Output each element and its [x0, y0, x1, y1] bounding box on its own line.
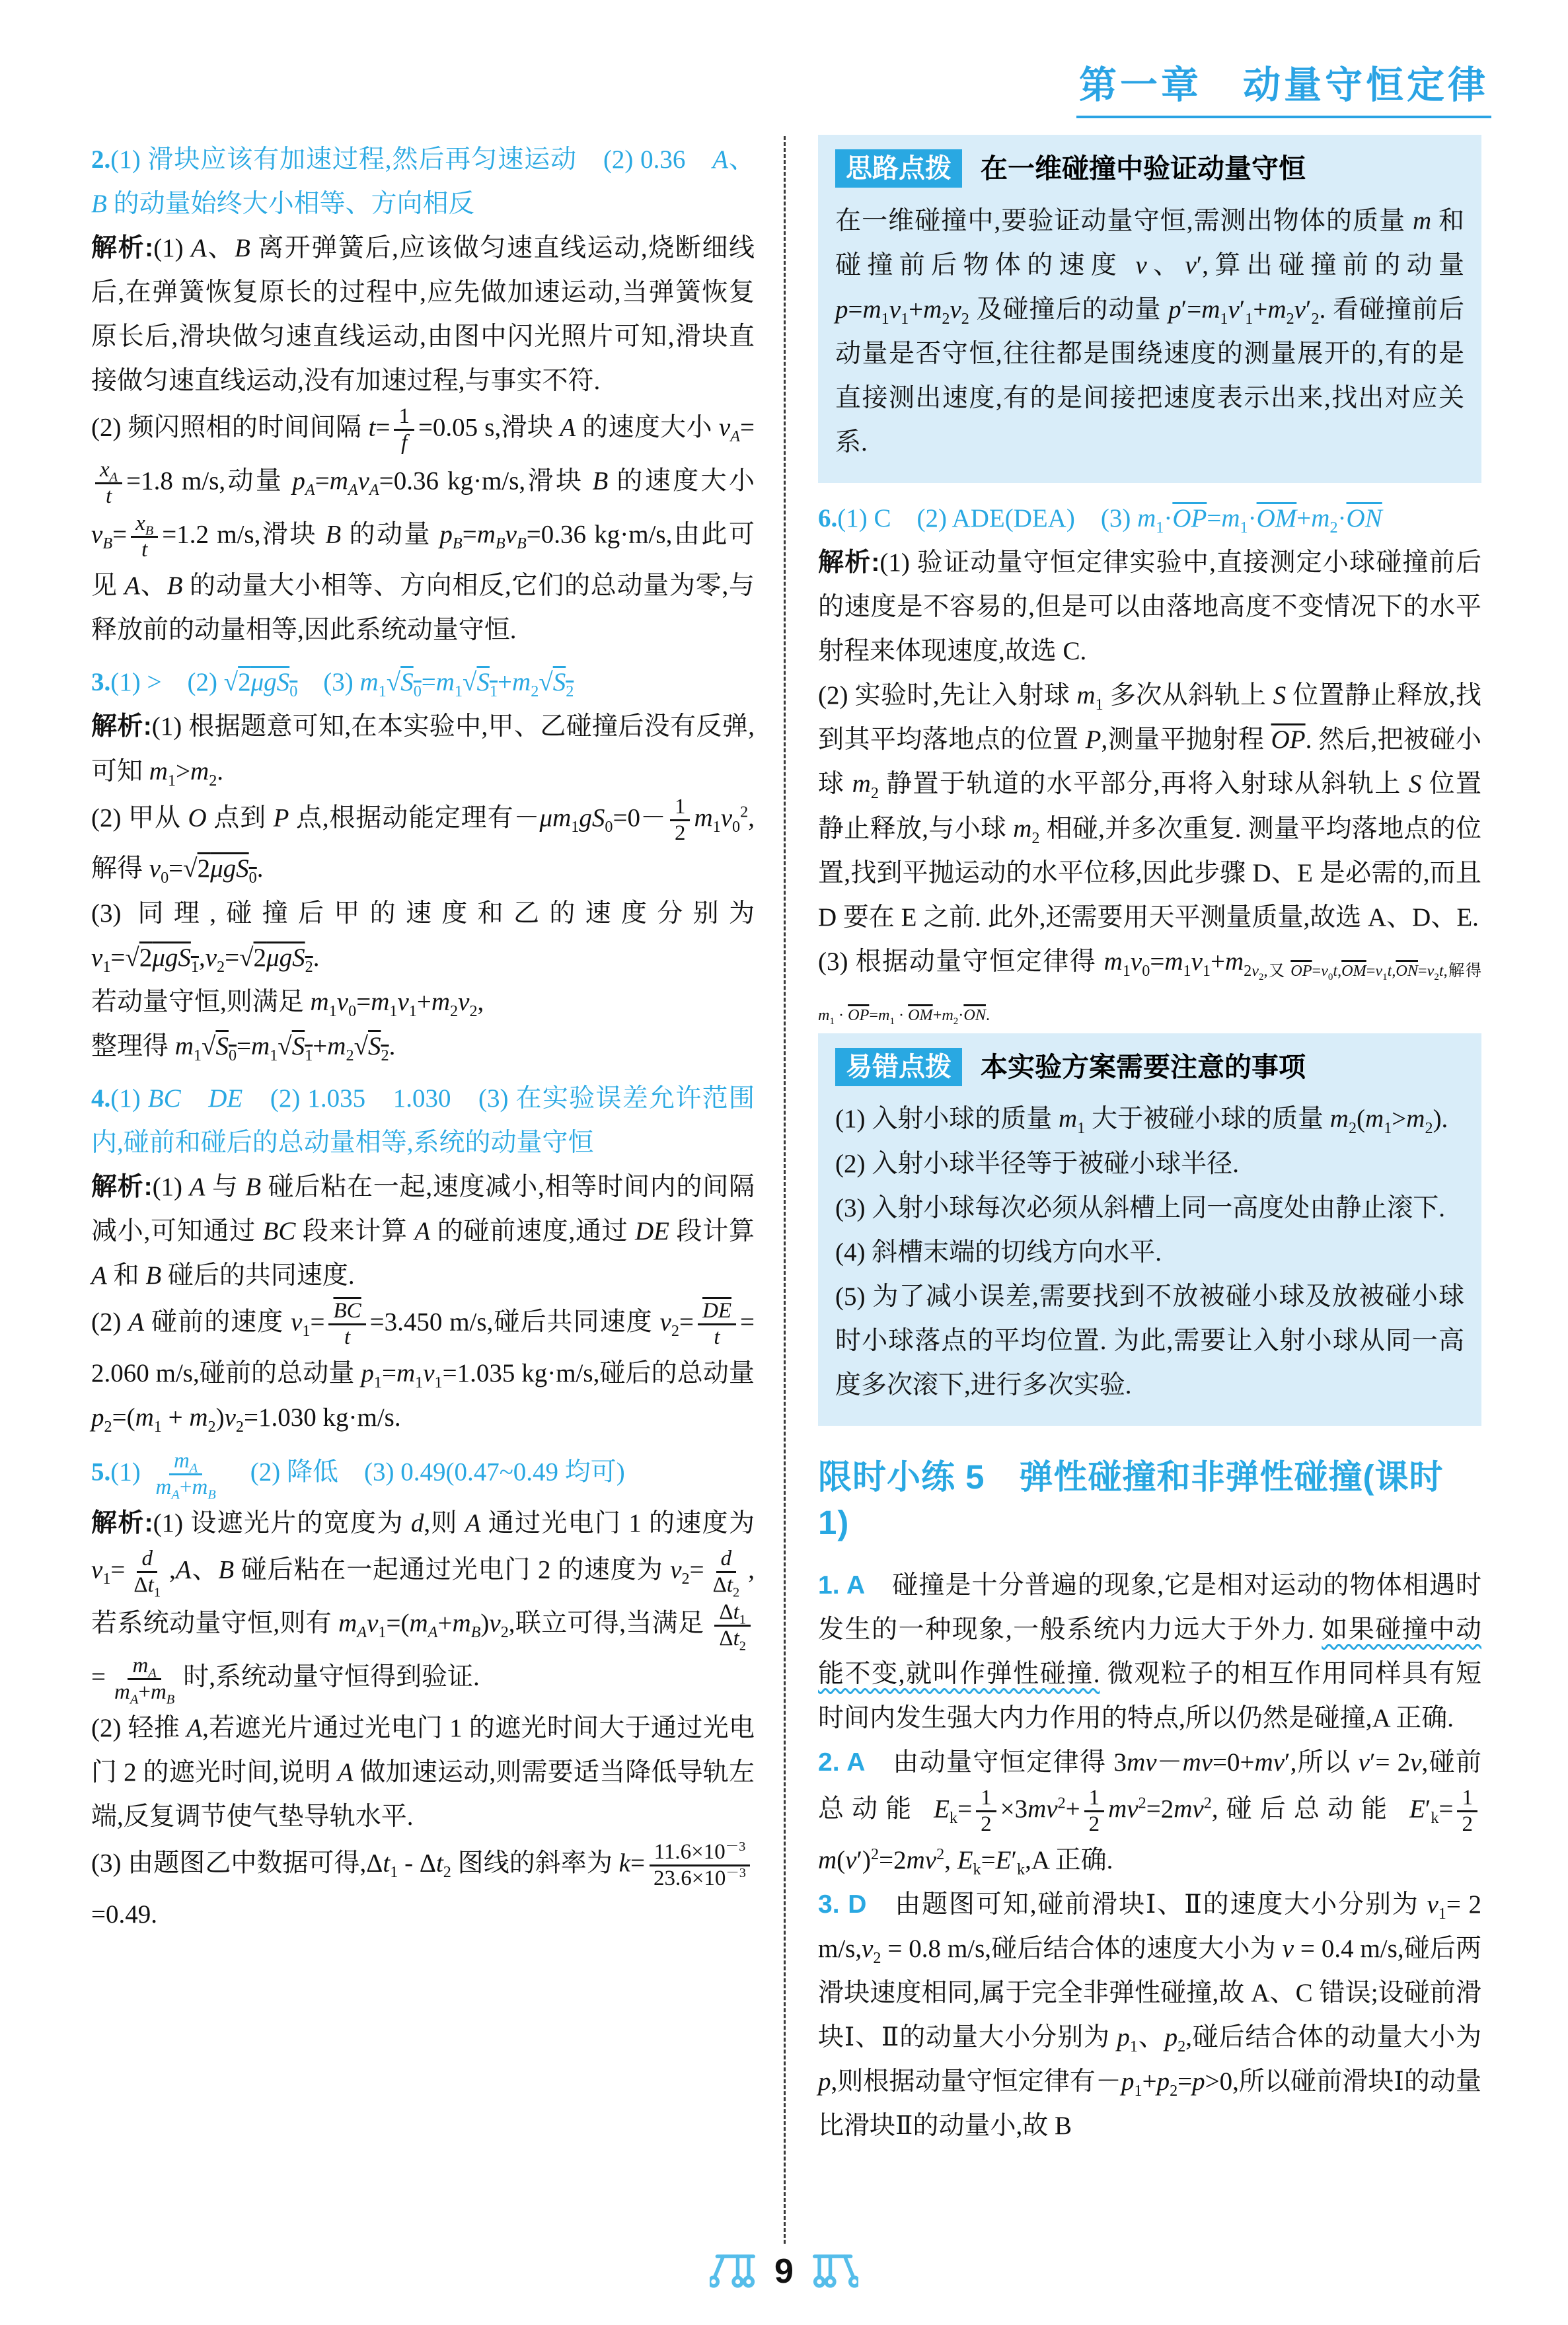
analysis-5-1: 解析:(1) 设遮光片的宽度为 d,则 A 通过光电门 1 的速度为 $v_1=$ $\frac{d}{\Delta t_1}$ ,A、B 碰后粘在一起通过光电门 2 的速度为 $v_2=$ $\frac{d}{\Delta t_2}$ ,若系统动量守恒,则有 $m_Av_1=(m_A+m_B)v_2$,联立可得,当满足 $\frac{\Delta t_1}{\Delta t_2}$ = $\frac{m_A}{m_A+m_B}$ 时,系统动量守恒得到验证. — [91, 1509, 755, 1707]
analysis-2-2: (2) 频闪照相的时间间隔 t= $\frac{1}{f}$ =0.05 s,滑块 A 的速度大小 $v_A=$ $\frac{x_A}{t}$ =1.8 m/s,动量 $p_A=m_Av_A=0.36$ kg·m/s,滑块 B 的速度大小 $v_B=$ $\frac{x_B}{t}$ =1.2 m/s,滑块 B 的动量 $p_B=m_Bv_B=0.36$ kg·m/s,由此可见 A、B 的动量大小相等、方向相反,它们的总动量为零,与释放前的动量相等,因此系统动量守恒. — [91, 404, 755, 645]
tip-box-label: 思路点拨 — [835, 149, 962, 188]
error-box-item-5: (5) 为了减小误差,需要找到不放被碰小球及放被碰小球时小球落点的平均位置. 为此,需要让入射小球从同一高度多次滚下,进行多次实验. — [835, 1282, 1464, 1399]
analysis-3-1: 解析:(1) 根据题意可知,在本实验中,甲、乙碰撞后没有反弹,可知 $m_1>m_2$. — [91, 712, 755, 790]
answer-2: 2.(1) 滑块应该有加速过程,然后再匀速运动 (2) 0.36 A、B 的动量始终大小相等、方向相反 — [91, 145, 755, 219]
analysis-3-2: (2) 甲从 O 点到 P 点,根据动能定理有$-\mu m_1gS_0=0-$ $\frac{1}{2}$ $m_1v_0^2$,解得 $v_0=√2\mu gS_0$. — [91, 794, 755, 887]
analysis-3-5: 整理得 $m_1√S_0=m_1√S_1+m_2√S_2$. — [91, 1031, 396, 1064]
answer-r2: 2. A 由动量守恒定律得 3mv－mv=0+mv′,所以 v′= 2v,碰前总动能 $E_k=$ $\frac{1}{2}$ $\times 3mv^2+$ $\frac{1}{2}$ $mv^2=2mv^2$,碰后总动能 $E'_k=$ $\frac{1}{2}$ $m(v')^2=2mv^2$, $E_k=E'_k,A$ 正确. — [818, 1748, 1481, 1878]
tip-box-title: 在一维碰撞中验证动量守恒 — [981, 153, 1306, 184]
pendulum-icon-left — [710, 2250, 759, 2293]
pendulum-icon-right — [809, 2250, 858, 2293]
chapter-header: 第一章 动量守恒定律 — [1076, 65, 1491, 118]
tip-box — [818, 135, 1481, 483]
tip-box-item-1: 在一维碰撞中,要验证动量守恒,需测出物体的质量 m 和碰撞前后物体的速度 v、v′,算出碰撞前的动量 $p=m_1v_1+m_2v_2$ 及碰撞后的动量 $p'=m_1v'_1+m_2v'_2$. 看碰撞前后动量是否守恒,往往都是围绕速度的测量展开的,有的是直接测出速度,有的是间接把速度表示出来,找出对应关系. — [835, 206, 1464, 457]
answer-4: 4.(1) BC DE (2) 1.035 1.030 (3) 在实验误差允许范围内,碰前和碰后的总动量相等,系统的动量守恒 — [91, 1084, 755, 1157]
page-footer — [0, 2250, 1568, 2293]
analysis-4-1: 解析:(1) A 与 B 碰后粘在一起,速度减小,相等时间内的间隔减小,可知通过 BC 段来计算 A 的碰前速度,通过 DE 段计算 A 和 B 碰后的共同速度. — [91, 1173, 755, 1290]
left-column — [91, 129, 755, 1937]
error-box — [818, 1033, 1481, 1426]
error-box-item-2: (2) 入射小球半径等于被碰小球半径. — [835, 1149, 1239, 1178]
error-box-item-1: (1) 入射小球的质量 $m_1$ 大于被碰小球的质量 $m_2(m_1>m_2)$. — [835, 1105, 1448, 1138]
error-box-item-4: (4) 斜槽末端的切线方向水平. — [835, 1237, 1162, 1267]
analysis-2-1: 解析:(1) A、B 离开弹簧后,应该做匀速直线运动,烧断细线后,在弹簧恢复原长的过程中,应先做加速运动,当弹簧恢复原长后,滑块做匀速直线运动,由图中闪光照片可知,滑块直接做匀速直线运动,没有加速过程,与事实不符. — [91, 234, 755, 396]
answer-6: 6.(1) C (2) ADE(DEA) (3) $m_1\cdot\overline{OP}=m_1\cdot\overline{OM}+m_2\cdot\overline{ON}$ — [818, 503, 1382, 536]
analysis-4-2: (2) A 碰前的速度 $v_1=$ $\frac{\overline{BC}}{t}$ =3.450 m/s,碰后共同速度 $v_2=$ $\frac{\overline{DE}}{t}$ = 2.060 m/s,碰前的总动量 $p_1=m_1v_1=1.035$ kg·m/s,碰后的总动量 $p_2=(m_1 + m_2)v_2=1.030$ kg·m/s. — [91, 1299, 755, 1436]
analysis-3-4: 若动量守恒,则满足 $m_1v_0=m_1v_1+m_2v_2$, — [91, 987, 484, 1020]
analysis-6-3: (3) 根据动量守恒定律得 $m_1v_0=m_1v_1+m_{2v_2,又 \overline{OP}=v_0t,\overline{OM}=v_1t,\overline{ON}=v_2t,解得 m_1 \cdot \overline{OP}=m_1 \cdot \overline{OM}+m_2\cdot\overline{ON}.}$ — [818, 947, 1482, 1027]
section-header: 限时小练 5 弹性碰撞和非弹性碰撞(课时 1) — [818, 1458, 1444, 1541]
answer-3: 3.(1) > (2) √2μgS$_0$ (3) $m_1√S_0=m_1√S_1+m_2√S_2$ — [91, 668, 574, 701]
analysis-5-2: (2) 轻推 A,若遮光片通过光电门 1 的遮光时间大于通过光电门 2 的遮光时间,说明 A 做加速运动,则需要适当降低导轨左端,反复调节使气垫导轨水平. — [91, 1714, 755, 1831]
analysis-6-2: (2) 实验时,先让入射球 $m_1$ 多次从斜轨上 S 位置静止释放,找到其平均落地点的位置 P,测量平抛射程 $\overline{OP}$. 然后,把被碰小球 $m_2$ 静置于轨道的水平部分,再将入射球从斜轨上 S 位置静止释放,与小球 $m_2$ 相碰,并多次重复. 测量平均落地点的位置,找到平抛运动的水平位移,因此步骤 D、E 是必需的,而且 D 要在 E 之前. 此外,还需要用天平测量质量,故选 A、D、E. — [818, 681, 1481, 932]
column-divider — [784, 136, 786, 2244]
analysis-6-1: 解析:(1) 验证动量守恒定律实验中,直接测定小球碰撞前后的速度是不容易的,但是可以由落地高度不变情况下的水平射程来体现速度,故选 C. — [818, 548, 1481, 666]
page-number: 9 — [774, 2252, 794, 2291]
answer-r1: 1. A 碰撞是十分普遍的现象,它是相对运动的物体相遇时发生的一种现象,一般系统内力远大于外力. 如果碰撞中动能不变,就叫作弹性碰撞. 微观粒子的相互作用同样具有短时间内发生强大内力作用的特点,所以仍然是碰撞,A 正确. — [818, 1570, 1481, 1732]
error-box-label: 易错点拨 — [835, 1048, 962, 1086]
analysis-5-3: (3) 由题图乙中数据可得$,\Delta t_1 - \Delta t_2$ 图线的斜率为 k= $\frac{11.6\times 10^{-3}}{23.6\times 10^{-3}}$ =0.49. — [91, 1839, 755, 1937]
answer-5: 5.(1) $\frac{m_A}{m_A+m_B}$ (2) 降低 (3) 0.49(0.47~0.49 均可) — [91, 1449, 625, 1502]
analysis-3-3: (3) 同理,碰撞后甲的速度和乙的速度分别为 $v_1=√2\mu gS_1,v_2=√2\mu gS_2$. — [91, 899, 755, 976]
right-column — [818, 129, 1481, 2149]
error-box-item-3: (3) 入射小球每次必须从斜槽上同一高度处由静止滚下. — [835, 1193, 1445, 1222]
answer-r3: 3. D 由题图可知,碰前滑块Ⅰ、Ⅱ的速度大小分别为 $v_1= 2$ $m/s,v_2 = 0.8$ m/s,碰后结合体的速度大小为 v = 0.4 m/s,碰后两滑块速度相同,属于完全非弹性碰撞,故 A、C 错误;设碰前滑块Ⅰ、Ⅱ的动量大小分别为 $p_1$、$p_2$,碰后结合体的动量大小为 p,则根据动量守恒定律有$-p_1+p_2=p>0$,所以碰前滑块Ⅰ的动量比滑块Ⅱ的动量小,故 B — [818, 1890, 1482, 2141]
error-box-title: 本实验方案需要注意的事项 — [981, 1051, 1306, 1082]
